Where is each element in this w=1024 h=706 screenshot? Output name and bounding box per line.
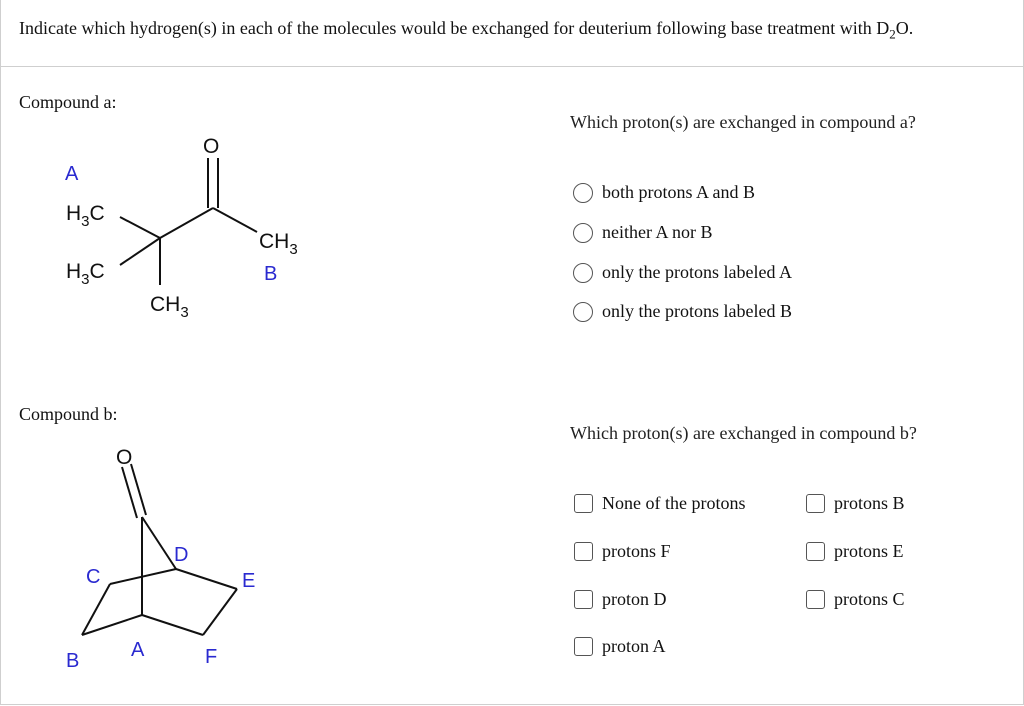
- question-text: Indicate which hydrogen(s) in each of the molecules would be exchanged for deuterium following base treatment with $D_2O$.: [19, 18, 914, 42]
- proton-label-a: A: [65, 163, 79, 185]
- compound-a-prompt: Which proton(s) are exchanged in compound a?: [570, 112, 916, 132]
- proton-label-b: B: [264, 263, 278, 285]
- checkbox-option-b[interactable]: protons B: [806, 493, 905, 514]
- oxygen-b: O: [116, 446, 133, 469]
- proton-label-d: D: [174, 544, 189, 566]
- bond-ring-right: [176, 569, 237, 589]
- bond-ring-bottom-right: [142, 615, 203, 635]
- radio-circle-icon[interactable]: [573, 183, 593, 203]
- bond-carbonyl-ch3: [213, 208, 257, 232]
- bond-bridge-right: [142, 517, 176, 569]
- compound-a-structure: [0, 120, 360, 330]
- checkbox-option-c[interactable]: protons C: [806, 589, 905, 610]
- ch3-bottom: $CH_3$: [150, 293, 189, 321]
- proton-label-c: C: [86, 566, 101, 588]
- checkbox-option-f[interactable]: protons F: [574, 541, 671, 562]
- ch3-right: $CH_3$: [259, 230, 298, 258]
- checkbox-icon[interactable]: [574, 542, 593, 561]
- checkbox-option-d[interactable]: proton D: [574, 589, 667, 610]
- divider: [0, 66, 1024, 67]
- radio-circle-icon[interactable]: [573, 263, 593, 283]
- bond-ring-lower-right: [203, 589, 237, 635]
- compound-b-prompt: Which proton(s) are exchanged in compound b?: [570, 423, 917, 443]
- compound-a-heading: Compound a:: [19, 92, 117, 112]
- radio-circle-icon[interactable]: [573, 302, 593, 322]
- radio-option-a-only-b[interactable]: only the protons labeled B: [573, 301, 792, 322]
- radio-circle-icon[interactable]: [573, 223, 593, 243]
- checkbox-icon[interactable]: [806, 542, 825, 561]
- bond-c1-ch3-mid: [120, 238, 160, 265]
- checkbox-icon[interactable]: [574, 590, 593, 609]
- proton-label-e: E: [242, 570, 256, 592]
- checkbox-option-a[interactable]: proton A: [574, 636, 666, 657]
- radio-option-a-only-a[interactable]: only the protons labeled A: [573, 262, 792, 283]
- proton-label-f: F: [205, 646, 218, 668]
- checkbox-icon[interactable]: [574, 494, 593, 513]
- checkbox-option-none[interactable]: None of the protons: [574, 493, 745, 514]
- checkbox-icon[interactable]: [574, 637, 593, 656]
- radio-option-a-neither[interactable]: neither A nor B: [573, 222, 713, 243]
- checkbox-icon[interactable]: [806, 494, 825, 513]
- checkbox-icon[interactable]: [806, 590, 825, 609]
- radio-option-a-both[interactable]: both protons A and B: [573, 182, 755, 203]
- compound-b-structure: [0, 435, 300, 675]
- checkbox-option-e[interactable]: protons E: [806, 541, 904, 562]
- bond-c1-carbonyl: [160, 208, 213, 238]
- h3c-top: $H_3C$: [66, 202, 105, 230]
- h3c-mid: $H_3C$: [66, 260, 105, 288]
- proton-label-b: B: [66, 650, 80, 672]
- oxygen-a: O: [203, 135, 220, 158]
- compound-b-heading: Compound b:: [19, 404, 118, 424]
- proton-label-a: A: [131, 639, 145, 661]
- bond-c1-ch3-top: [120, 217, 160, 238]
- question-subscript: 2: [889, 26, 896, 42]
